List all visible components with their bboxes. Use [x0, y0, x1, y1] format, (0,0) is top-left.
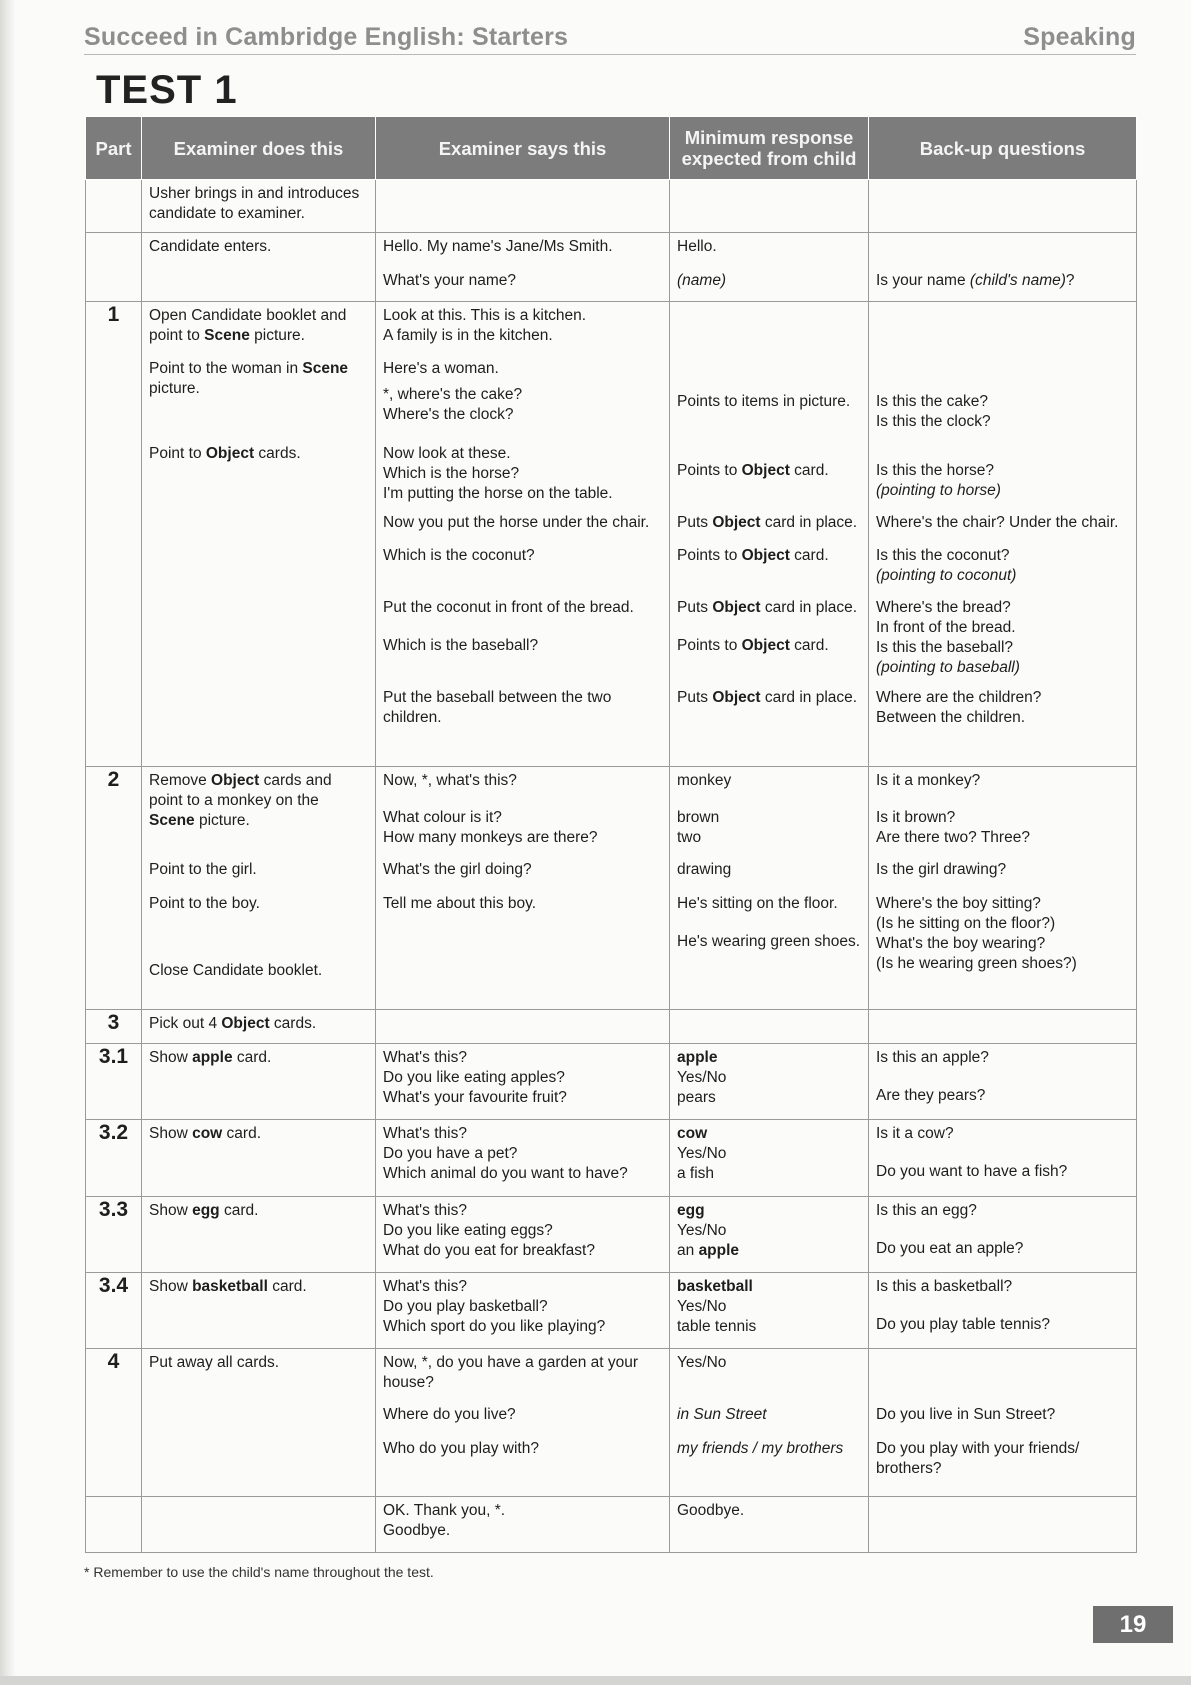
part-cell: 3 — [86, 1009, 142, 1043]
cell-text: OK. Thank you, *. Goodbye. — [383, 1501, 506, 1539]
cell-text: cow Yes/No a fish — [677, 1124, 727, 1182]
cell-text: Here's a woman. — [383, 360, 499, 378]
backup-questions-cell — [869, 1348, 1137, 1496]
minimum-response-cell — [670, 1119, 869, 1196]
cell-text: What's this? Do you like eating eggs? What do you eat for breakfast? — [383, 1201, 595, 1259]
part-cell — [86, 1496, 142, 1552]
cell-text: Show apple card. — [149, 1048, 272, 1066]
examiner-says-cell — [376, 302, 670, 767]
cell-text: Remove Object cards and point to a monkey on the Scene picture. — [149, 772, 332, 830]
cell-text: Close Candidate booklet. — [149, 962, 323, 980]
cell-text: What's your name? — [383, 272, 517, 290]
minimum-response-cell — [670, 767, 869, 1009]
cell-text: Hello. — [677, 238, 717, 256]
part-cell: 3.2 — [86, 1119, 142, 1196]
cell-text: Put away all cards. — [149, 1353, 280, 1371]
cell-text: in Sun Street — [677, 1405, 767, 1423]
minimum-response-cell — [670, 1496, 869, 1552]
cell-text: What colour is it? How many monkeys are there? — [383, 809, 598, 847]
cell-text: *, where's the cake? Where's the clock? — [383, 386, 523, 424]
cell-text: What's this? Do you like eating apples? What's your favourite fruit? — [383, 1048, 567, 1106]
cell-text: Now look at these. Which is the horse? I'm putting the horse on the table. — [383, 445, 613, 503]
page-bottom-edge — [0, 1676, 1191, 1685]
backup-questions-cell — [869, 302, 1137, 767]
examiner-does-cell — [142, 180, 376, 233]
part-cell — [86, 180, 142, 233]
cell-text: He's wearing green shoes. — [677, 933, 861, 951]
cell-text: Puts Object card in place. — [677, 599, 858, 617]
minimum-response-cell — [670, 302, 869, 767]
cell-text: Are they pears? — [876, 1086, 986, 1104]
speaking-test-table — [85, 116, 1137, 1553]
cell-text: Puts Object card in place. — [677, 689, 858, 707]
cell-text: Which is the coconut? — [383, 547, 535, 565]
cell-text: Points to items in picture. — [677, 393, 851, 411]
examiner-does-cell — [142, 1496, 376, 1552]
table-row — [86, 233, 1137, 302]
cell-text: Is this a basketball? — [876, 1277, 1013, 1295]
cell-text: Put the coconut in front of the bread. — [383, 599, 634, 617]
book-title: Succeed in Cambridge English: Starters — [84, 23, 569, 51]
examiner-says-cell — [376, 233, 670, 302]
part-cell — [86, 233, 142, 302]
cell-text: Where are the children? Between the children. — [876, 689, 1042, 727]
part-cell: 1 — [86, 302, 142, 767]
examiner-says-cell — [376, 1196, 670, 1272]
examiner-says-cell — [376, 180, 670, 233]
cell-text: Is this the horse? (pointing to horse) — [876, 462, 1001, 500]
cell-text: Show cow card. — [149, 1124, 262, 1142]
examiner-does-cell — [142, 767, 376, 1009]
cell-text: Open Candidate booklet and point to Scene picture. — [149, 307, 347, 345]
cell-text: Where's the bread? In front of the bread. Is this the baseball? (pointing to baseball) — [876, 599, 1020, 677]
table-row — [86, 302, 1137, 767]
backup-questions-cell — [869, 1119, 1137, 1196]
cell-text: Point to the woman in Scene picture. — [149, 360, 349, 398]
cell-text: basketball Yes/No table tennis — [677, 1277, 757, 1335]
minimum-response-cell — [670, 233, 869, 302]
cell-text: drawing — [677, 861, 732, 879]
cell-text: Is the girl drawing? — [876, 861, 1007, 879]
cell-text: Candidate enters. — [149, 238, 272, 256]
table-row — [86, 1043, 1137, 1119]
examiner-says-cell — [376, 1009, 670, 1043]
table-row — [86, 1009, 1137, 1043]
cell-text: Points to Object card. — [677, 462, 829, 480]
minimum-response-cell — [670, 1272, 869, 1348]
minimum-response-cell — [670, 180, 869, 233]
table-header-row — [86, 117, 1137, 180]
cell-text: Which is the baseball? — [383, 637, 539, 655]
cell-text: Is it a monkey? — [876, 772, 981, 790]
cell-text: Is this the cake? Is this the clock? — [876, 393, 991, 431]
cell-text: Yes/No — [677, 1353, 727, 1371]
backup-questions-cell — [869, 1043, 1137, 1119]
cell-text: monkey — [677, 772, 732, 790]
cell-text: my friends / my brothers — [677, 1439, 844, 1457]
cell-text: Goodbye. — [677, 1501, 745, 1519]
part-cell: 3.3 — [86, 1196, 142, 1272]
cell-text: What's this? Do you play basketball? Which sport do you like playing? — [383, 1277, 606, 1335]
cell-text: Tell me about this boy. — [383, 895, 537, 913]
cell-text: Is it brown? Are there two? Three? — [876, 809, 1030, 847]
cell-text: Do you eat an apple? — [876, 1239, 1024, 1257]
table-body — [86, 180, 1137, 1553]
column-header-minimum-response: Minimum response expected from child — [670, 117, 869, 180]
examiner-says-cell — [376, 1348, 670, 1496]
cell-text: Points to Object card. — [677, 547, 829, 565]
part-cell: 2 — [86, 767, 142, 1009]
examiner-says-cell — [376, 1496, 670, 1552]
table-row — [86, 1496, 1137, 1552]
cell-text: (name) — [677, 272, 727, 290]
cell-text: Do you play with your friends/ brothers? — [876, 1439, 1080, 1477]
cell-text: Do you live in Sun Street? — [876, 1405, 1056, 1423]
table-row — [86, 180, 1137, 233]
part-cell: 3.1 — [86, 1043, 142, 1119]
cell-text: Hello. My name's Jane/Ms Smith. — [383, 238, 613, 256]
part-cell: 4 — [86, 1348, 142, 1496]
cell-text: He's sitting on the floor. — [677, 895, 838, 913]
table-row — [86, 1272, 1137, 1348]
backup-questions-cell — [869, 180, 1137, 233]
examiner-says-cell — [376, 1119, 670, 1196]
cell-text: Now you put the horse under the chair. — [383, 514, 650, 532]
cell-text: Show basketball card. — [149, 1277, 307, 1295]
backup-questions-cell — [869, 767, 1137, 1009]
column-header-backup-questions: Back-up questions — [869, 117, 1137, 180]
cell-text: What's this? Do you have a pet? Which animal do you want to have? — [383, 1124, 628, 1182]
examiner-does-cell — [142, 302, 376, 767]
table-row — [86, 767, 1137, 1009]
column-header-part: Part — [86, 117, 142, 180]
minimum-response-cell — [670, 1043, 869, 1119]
examiner-does-cell — [142, 1009, 376, 1043]
cell-text: Look at this. This is a kitchen. A family is in the kitchen. — [383, 307, 587, 345]
cell-text: Point to Object cards. — [149, 445, 301, 463]
test-title: TEST 1 — [96, 68, 238, 112]
cell-text: Point to the girl. — [149, 861, 257, 879]
cell-text: Is your name (child's name)? — [876, 272, 1075, 290]
cell-text: Do you want to have a fish? — [876, 1162, 1068, 1180]
page-number: 19 — [1093, 1606, 1173, 1643]
minimum-response-cell — [670, 1009, 869, 1043]
cell-text: Do you play table tennis? — [876, 1315, 1051, 1333]
cell-text: Is this the coconut? (pointing to coconut) — [876, 547, 1017, 585]
backup-questions-cell — [869, 1496, 1137, 1552]
cell-text: Show egg card. — [149, 1201, 259, 1219]
examiner-does-cell — [142, 1196, 376, 1272]
cell-text: Who do you play with? — [383, 1439, 539, 1457]
cell-text: Point to the boy. — [149, 895, 260, 913]
examiner-does-cell — [142, 1043, 376, 1119]
cell-text: Now, *, do you have a garden at your house? — [383, 1353, 639, 1391]
column-header-examiner-does: Examiner does this — [142, 117, 376, 180]
part-cell: 3.4 — [86, 1272, 142, 1348]
backup-questions-cell — [869, 233, 1137, 302]
examiner-does-cell — [142, 1119, 376, 1196]
cell-text: egg Yes/No an apple — [677, 1201, 740, 1259]
table-row — [86, 1196, 1137, 1272]
examiner-does-cell — [142, 233, 376, 302]
cell-text: What's the girl doing? — [383, 861, 532, 879]
cell-text: Pick out 4 Object cards. — [149, 1014, 317, 1032]
examiner-does-cell — [142, 1348, 376, 1496]
table-row — [86, 1119, 1137, 1196]
cell-text: Points to Object card. — [677, 637, 829, 655]
cell-text: Where's the boy sitting? (Is he sitting on the floor?) What's the boy wearing? (Is he wearing green shoes?) — [876, 895, 1077, 973]
page-header — [84, 22, 1136, 55]
section-title: Speaking — [1023, 23, 1136, 51]
cell-text: brown two — [677, 809, 720, 847]
backup-questions-cell — [869, 1272, 1137, 1348]
backup-questions-cell — [869, 1009, 1137, 1043]
page-edge-shadow — [0, 0, 16, 1685]
examiner-says-cell — [376, 1272, 670, 1348]
minimum-response-cell — [670, 1348, 869, 1496]
cell-text: Puts Object card in place. — [677, 514, 858, 532]
cell-text: Put the baseball between the two children. — [383, 689, 612, 727]
minimum-response-cell — [670, 1196, 869, 1272]
cell-text: Where's the chair? Under the chair. — [876, 514, 1119, 532]
column-header-examiner-says: Examiner says this — [376, 117, 670, 180]
examiner-does-cell — [142, 1272, 376, 1348]
cell-text: apple Yes/No pears — [677, 1048, 727, 1106]
cell-text: Is it a cow? — [876, 1124, 954, 1142]
cell-text: Usher brings in and introduces candidate to examiner. — [149, 185, 360, 222]
cell-text: Where do you live? — [383, 1405, 516, 1423]
cell-text: Is this an apple? — [876, 1048, 989, 1066]
backup-questions-cell — [869, 1196, 1137, 1272]
cell-text: Now, *, what's this? — [383, 772, 517, 790]
footnote: * Remember to use the child's name throughout the test. — [84, 1564, 434, 1580]
examiner-says-cell — [376, 767, 670, 1009]
examiner-says-cell — [376, 1043, 670, 1119]
cell-text: Is this an egg? — [876, 1201, 977, 1219]
table-row — [86, 1348, 1137, 1496]
